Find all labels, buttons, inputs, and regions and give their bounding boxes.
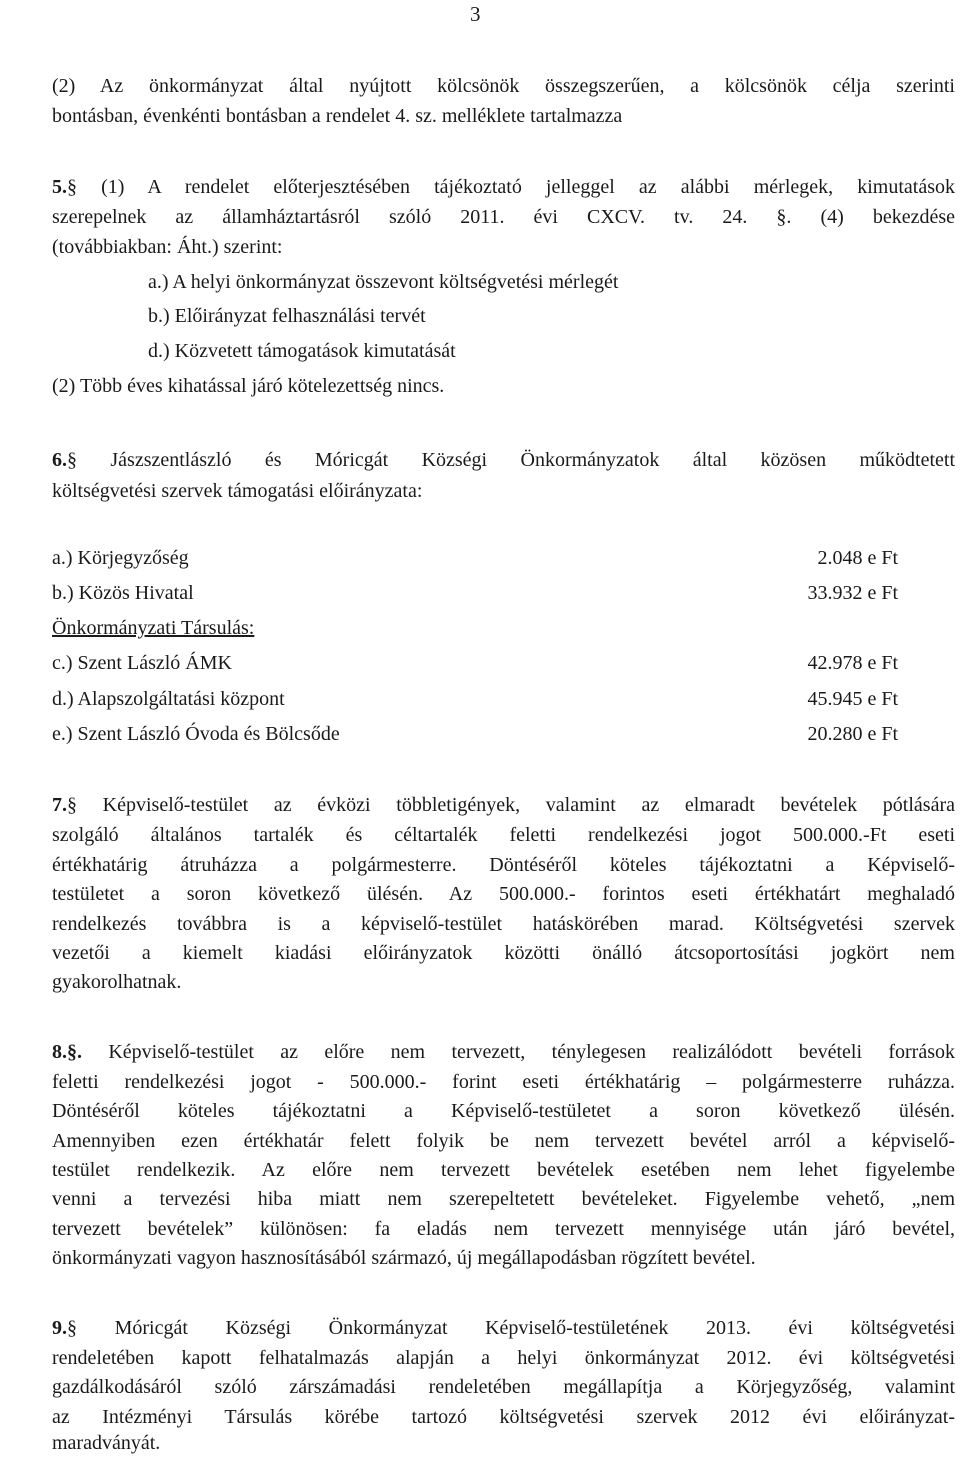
sec7-number: 7. <box>52 794 67 816</box>
sec6-line-2: költségvetési szervek támogatási előirányzata: <box>52 480 423 502</box>
sec6-row-b-label: b.) Közös Hivatal <box>52 582 194 604</box>
sec9-line-4: az Intézményi Társulás körébe tartozó költségvetési szervek 2012 évi előirányzat- <box>52 1406 955 1428</box>
sec8-text-1: Képviselő-testület az előre nem tervezett, ténylegesen realizálódott bevételi források <box>108 1041 956 1063</box>
sec4-line-2: bontásban, évenkénti bontásban a rendelet 4. sz. melléklete tartalmazza <box>52 105 623 127</box>
sec5-item-b: b.) Előirányzat felhasználási tervét <box>148 305 426 327</box>
sec8-line-6: venni a tervezési hiba miatt nem szerepeltetett bevételeket. Figyelembe vehető, „nem <box>52 1188 955 1210</box>
sec6-number: 6. <box>52 449 67 471</box>
sec9-line-2: rendeletében kapott felhatalmazás alapján a helyi önkormányzat 2012. évi költségvetési <box>52 1347 955 1369</box>
sec6-sign: § <box>67 449 77 471</box>
sec6-row-c-label: c.) Szent László ÁMK <box>52 652 232 674</box>
sec5-number: 5. <box>52 176 67 198</box>
sec8-line-7: tervezett bevételek” különösen: fa eladás nem tervezett mennyisége után járó bevétel, <box>52 1218 955 1240</box>
sec8-sign: §. <box>67 1041 82 1063</box>
sec8-line-5: testület rendelkezik. Az előre nem tervezett bevételek esetében nem lehet figyelembe <box>52 1159 955 1181</box>
sec9-number: 9. <box>52 1317 67 1339</box>
sec6-row-a-label: a.) Körjegyzőség <box>52 547 189 569</box>
sec7-sign: § <box>67 794 77 816</box>
sec5-paragraph-2: (2) Több éves kihatással járó kötelezettség nincs. <box>52 375 445 397</box>
sec4-line-1: (2) Az önkormányzat által nyújtott kölcsönök összegszerűen, a kölcsönök célja szerinti <box>52 75 955 97</box>
sec6-row-c-amount: 42.978 e Ft <box>807 652 898 674</box>
sec6-row-e-label: e.) Szent László Óvoda és Bölcsőde <box>52 723 340 745</box>
sec6-row-a-amount: 2.048 e Ft <box>817 547 898 569</box>
sec7-line-2: szolgáló általános tartalék és céltartalék feletti rendelkezési jogot 500.000.-Ft eseti <box>52 824 955 846</box>
sec6-row-d-label: d.) Alapszolgáltatási központ <box>52 688 285 710</box>
sec5-line-2: szerepelnek az államháztartásról szóló 2011. évi CXCV. tv. 24. §. (4) bekezdése <box>52 206 955 228</box>
sec6-row-e-amount: 20.280 e Ft <box>807 723 898 745</box>
sec7-text-1: Képviselő-testület az évközi többletigények, valamint az elmaradt bevételek pótlására <box>102 794 955 816</box>
sec6-row-d-amount: 45.945 e Ft <box>807 688 898 710</box>
sec7-line-7: gyakorolhatnak. <box>52 971 182 993</box>
sec8-line-3: Döntéséről köteles tájékoztatni a Képviselő-testületet a soron következő ülésén. <box>52 1100 955 1122</box>
sec8-line-1 <box>52 1037 955 1067</box>
sec9-text-1: Móricgát Községi Önkormányzat Képviselő-testületének 2013. évi költségvetési <box>114 1317 956 1339</box>
page-number: 3 <box>470 2 481 26</box>
sec7-line-5: rendelkezés továbbra is a képviselő-testület hatáskörében marad. Költségvetési szervek <box>52 913 955 935</box>
sec5-item-d: d.) Közvetett támogatások kimutatását <box>148 340 456 362</box>
sec5-line-1 <box>52 172 955 202</box>
sec6-subheading: Önkormányzati Társulás: <box>52 617 255 639</box>
sec5-item-a: a.) A helyi önkormányzat összevont költségvetési mérlegét <box>148 271 619 293</box>
sec7-line-4: testületet a soron következő ülésén. Az 500.000.- forintos eseti értékhatárt meghaladó <box>52 883 955 905</box>
sec9-sign: § <box>67 1317 77 1339</box>
sec6-row-b-amount: 33.932 e Ft <box>807 582 898 604</box>
sec8-line-2: feletti rendelkezési jogot - 500.000.- forint eseti értékhatárig – polgármesterre ruházza. <box>52 1071 955 1093</box>
sec9-line-1 <box>52 1313 955 1343</box>
sec5-text-1: (1) A rendelet előterjesztésében tájékoztató jelleggel az alábbi mérlegek, kimutatások <box>101 176 955 198</box>
sec7-line-1 <box>52 790 955 820</box>
sec7-line-3: értékhatárig átruházza a polgármesterre. Döntéséről köteles tájékoztatni a Képviselő- <box>52 854 955 876</box>
sec8-number: 8. <box>52 1041 67 1063</box>
sec5-sign: § <box>67 176 77 198</box>
sec7-line-6: vezetői a kiemelt kiadási előirányzatok közötti önálló átcsoportosítási jogkört nem <box>52 942 955 964</box>
sec6-line-1 <box>52 445 955 475</box>
sec8-line-8: önkormányzati vagyon hasznosításából származó, új megállapodásban rögzített bevétel. <box>52 1247 756 1269</box>
sec9-line-3: gazdálkodásáról szóló zárszámadási rendeletében megállapítja a Körjegyzőség, valamint <box>52 1376 955 1398</box>
sec6-text-1: Jászszentlászló és Móricgát Községi Önkormányzatok által közösen működtetett <box>110 449 956 471</box>
sec5-line-3: (továbbiakban: Áht.) szerint: <box>52 236 283 258</box>
sec9-line-5: maradványát. <box>52 1432 161 1454</box>
sec8-line-4: Amennyiben ezen értékhatár felett folyik be nem tervezett bevétel arról a képviselő- <box>52 1130 955 1152</box>
